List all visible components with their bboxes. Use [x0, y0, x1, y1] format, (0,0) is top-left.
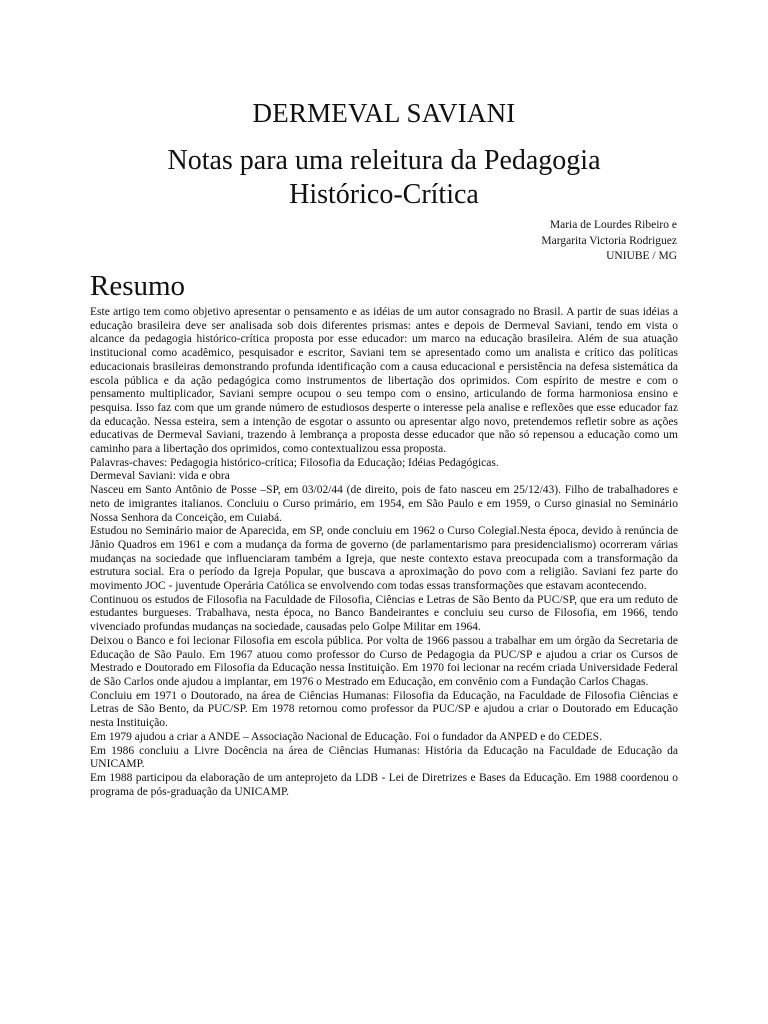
author-name: DERMEVAL SAVIANI	[252, 98, 516, 128]
keywords-line: Palavras-chaves: Pedagogia histórico-crítica; Filosofia da Educação; Idéias Pedagógicas.	[90, 456, 499, 469]
subsection-title: Dermeval Saviani: vida e obra	[90, 470, 230, 483]
title-line-2: Histórico-Crítica	[289, 179, 479, 210]
body-paragraph: Nasceu em Santo Antônio de Posse –SP, em 03/02/44 (de direito, pois de fato nasceu em 25/12/43). Filho de trabalhadores e neto de imigrantes italianos. Concluiu o Curso primário, em 1954, em São Paulo e em 1959, o Curso ginasial no Seminário Nossa Senhora da Conceição, em Cuiabá.	[90, 484, 678, 524]
body-paragraph: Estudou no Seminário maior de Aparecida, em SP, onde concluiu em 1962 o Curso Colegial.Nesta época, devido à renúncia de Jânio Quadros em 1961 e com a mudança da forma de governo (de parlamentarismo para presidencialismo) ocorreram várias mudanças na sociedade que influenciaram também a Igreja, que neste contexto estava preocupada com a transformação da estrutura social. Era o período da Igreja Popular, que buscava a aproximação do povo com a religião. Saviani fez parte do movimento JOC - juventude Operária Católica se envolvendo com todas essas transformações que estavam acontecendo.	[90, 525, 678, 593]
body-paragraph: Em 1988 participou da elaboração de um anteprojeto da LDB - Lei de Diretrizes e Bases da Educação. Em 1988 coordenou o programa de pós-graduação da UNICAMP.	[90, 771, 678, 798]
affiliation-line-2: Margarita Victoria Rodriguez	[541, 234, 677, 247]
section-heading: Resumo	[90, 270, 186, 302]
document-body	[90, 306, 678, 799]
title-line-1: Notas para uma releitura da Pedagogia	[167, 145, 601, 176]
body-paragraph: Em 1979 ajudou a criar a ANDE – Associação Nacional de Educação. Foi o fundador da ANPED e do CEDES.	[90, 730, 602, 743]
affiliation-line-1: Maria de Lourdes Ribeiro e	[549, 219, 677, 231]
body-paragraph: Continuou os estudos de Filosofia na Faculdade de Filosofia, Ciências e Letras de São Bento da PUC/SP, que era um reduto de estudantes burgueses. Trabalhava, nesta época, no Banco Bandeirantes e concluiu seu curso de Filosofia, em 1966, tendo vivenciado profundas mudanças na sociedade, causadas pelo Golpe Militar em 1964.	[90, 593, 678, 634]
body-paragraph: Concluiu em 1971 o Doutorado, na área de Ciências Humanas: Filosofia da Educação, na Faculdade de Filosofia Ciências e Letras de São Bento, da PUC/SP. Em 1978 retornou como professor da PUC/SP e ajudou a criar o Doutorado em Educação nesta Instituição.	[90, 689, 678, 730]
body-paragraph: Em 1986 concluiu a Livre Docência na área de Ciências Humanas: História da Educação na Faculdade de Educação da UNICAMP.	[90, 744, 678, 771]
body-paragraph: Deixou o Banco e foi lecionar Filosofia em escola pública. Por volta de 1966 passou a trabalhar em um órgão da Secretaria de Educação de São Paulo. Em 1967 atuou como professor do Curso de Pedagogia da PUC/SP e ajudou a criar os Cursos de Mestrado e Doutorado em Filosofia da Educação nessa Instituição. Em 1970 foi lecionar na recém criada Universidade Federal de São Carlos onde ajudou a implantar, em 1976 o Mestrado em Educação, em convênio com a Fundação Carlos Chagas.	[90, 634, 678, 688]
affiliation-block	[541, 218, 677, 265]
affiliation-line-3: UNIUBE / MG	[606, 250, 677, 262]
abstract-paragraph: Este artigo tem como objetivo apresentar o pensamento e as idéias de um autor consagrado no Brasil. A partir de suas idéias a educação brasileira deve ser analisada sob dois diferentes prismas: antes e depois de Dermeval Saviani, tendo em vista o alcance da pedagogia histórico-crítica proposta por esse educador: um marco na educação brasileira. Além de sua atuação institucional como acadêmico, pesquisador e escritor, Saviani tem se apresentado como um analista e crítico das políticas educacionais brasileiras demonstrando profunda identificação com a causa educacional e persistência na defesa sistemática da escola pública e da ação pedagógica como instrumentos de libertação dos oprimidos. Com espírito de mestre e com o pensamento multiplicador, Saviani sempre ocupou o seu tempo com o ensino, articulando de forma harmoniosa ensino e pesquisa. Isso faz com que um grande número de estudiosos desperte o interesse pela analise e reflexões que esse educador faz da educação. Nessa esteira, sem a intenção de esgotar o assunto ou apresentar algo novo, pretendemos refletir sobre as ações educativas de Dermeval Saviani, trazendo à lembrança a proposta desse educador que não só repensou a educação como um caminho para a libertação dos oprimidos, como contextualizou essa proposta.	[90, 306, 678, 456]
document-title	[0, 144, 768, 212]
